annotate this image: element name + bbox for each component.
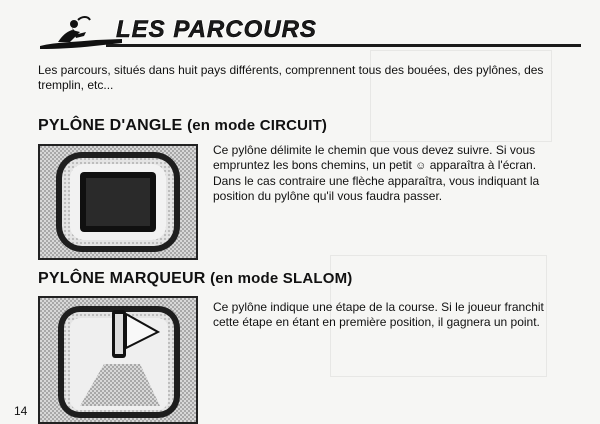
pylone-marqueur-illustration (40, 298, 196, 422)
smiley-icon: ☺ (415, 160, 427, 172)
page-header (36, 12, 581, 52)
section-heading-main: PYLÔNE MARQUEUR (38, 270, 206, 287)
header-rule (106, 44, 581, 47)
page-number: 14 (14, 404, 28, 418)
section-heading-pylone-marqueur (38, 270, 352, 288)
section-text-pylone-marqueur: Ce pylône indique une étape de la course. Si le joueur franchit cette étape en étant en première position, il gagnera un point. (213, 300, 544, 329)
intro-paragraph: Les parcours, situés dans huit pays différents, comprennent tous des bouées, des pylônes, des tremplin, etc... (38, 63, 544, 92)
section-heading-pylone-angle (38, 117, 327, 135)
section-text-pylone-angle (213, 143, 565, 204)
section-text-part: Ce pylône délimite le chemin que vous devez suivre. Si vous empruntez les bons chemins, un petit (213, 143, 536, 172)
section-heading-sub: (en mode CIRCUIT) (187, 117, 328, 134)
pylone-angle-illustration (40, 146, 196, 258)
screenshot-pylone-marqueur (38, 296, 198, 424)
page-title: LES PARCOURS (116, 16, 317, 43)
section-heading-main: PYLÔNE D'ANGLE (38, 117, 183, 134)
screenshot-pylone-angle (38, 144, 198, 260)
section-text-part: apparaîtra à l'écran. Dans le cas contraire une flèche apparaîtra, vous indiquant la position du pylône qu'il vous faudra passer. (213, 158, 540, 203)
section-heading-sub: (en mode SLALOM) (210, 270, 353, 287)
